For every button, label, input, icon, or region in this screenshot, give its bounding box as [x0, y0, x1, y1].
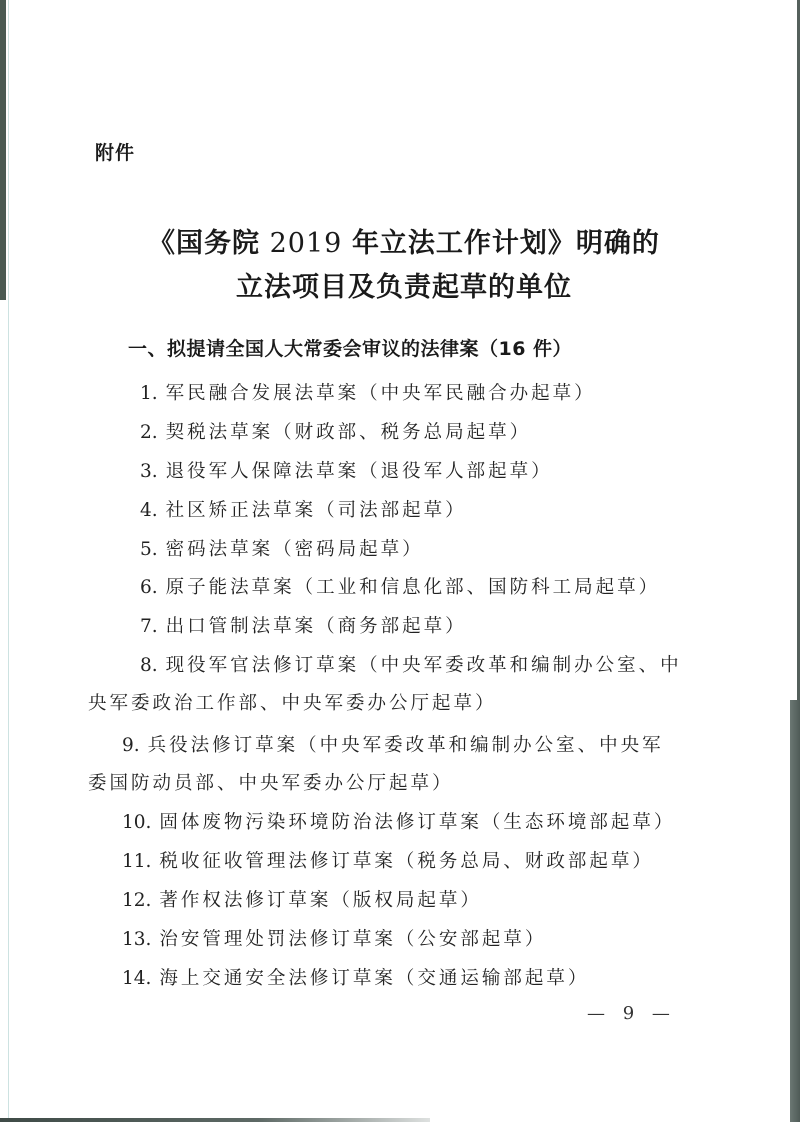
- list-item: [122, 808, 675, 834]
- item-number: 14.: [122, 968, 152, 989]
- list-item: [140, 612, 467, 638]
- item-number: 5.: [140, 539, 158, 560]
- attachment-label: 附件: [95, 142, 136, 164]
- item-number: 12.: [122, 890, 152, 911]
- item-number: 2.: [140, 422, 158, 443]
- scan-border-right-bottom: [790, 700, 800, 1122]
- item-text: 军民融合发展法草案（中央军民融合办起草）: [165, 383, 596, 404]
- item-number: 11.: [122, 851, 152, 872]
- item-text: 海上交通安全法修订草案（交通运输部起草）: [159, 968, 590, 989]
- page-number: — 9 —: [587, 1003, 676, 1024]
- list-item: [140, 496, 467, 522]
- list-item-continuation: 委国防动员部、中央军委办公厅起草）: [88, 773, 454, 794]
- item-text: 固体废物污染环境防治法修订草案（生态环境部起草）: [159, 812, 676, 833]
- item-number: 7.: [140, 616, 158, 637]
- item-text: 原子能法草案（工业和信息化部、国防科工局起草）: [165, 577, 661, 598]
- item-text: 退役军人保障法草案（退役军人部起草）: [165, 461, 553, 482]
- item-number: 6.: [140, 577, 158, 598]
- list-item: [140, 379, 596, 405]
- list-item: [122, 964, 589, 990]
- item-number: 4.: [140, 500, 158, 521]
- item-text: 出口管制法草案（商务部起草）: [165, 616, 467, 637]
- item-text: 兵役法修订草案（中央军委改革和编制办公室、中央军: [147, 735, 664, 756]
- list-item: [140, 457, 553, 483]
- document-title-line-2: 立法项目及负责起草的单位: [236, 272, 572, 303]
- document-title-line-1: [4, 221, 800, 260]
- list-item-continuation: 央军委政治工作部、中央军委办公厅起草）: [88, 693, 497, 714]
- list-item: [122, 925, 546, 951]
- list-item: [140, 651, 682, 677]
- item-text: 税收征收管理法修订草案（税务总局、财政部起草）: [159, 851, 654, 872]
- item-text: 密码法草案（密码局起草）: [165, 539, 424, 560]
- list-item: [122, 886, 482, 912]
- list-item: [140, 418, 531, 444]
- title-year: 2019: [260, 228, 352, 259]
- item-number: 13.: [122, 929, 152, 950]
- item-number: 9.: [122, 735, 140, 756]
- item-number: 8.: [140, 655, 158, 676]
- item-number: 10.: [122, 812, 152, 833]
- item-number: 1.: [140, 383, 158, 404]
- list-item: [140, 535, 424, 561]
- list-item: [122, 847, 654, 873]
- list-item: [122, 731, 664, 757]
- list-item: [140, 573, 660, 599]
- title-suffix: 年立法工作计划》明确的: [351, 228, 660, 259]
- item-number: 3.: [140, 461, 158, 482]
- scan-border-left-line: [8, 0, 9, 1122]
- item-text: 著作权法修订草案（版权局起草）: [159, 890, 482, 911]
- item-text: 契税法草案（财政部、税务总局起草）: [165, 422, 532, 443]
- title-prefix: 《国务院: [148, 228, 261, 259]
- section-heading: 一、拟提请全国人大常委会审议的法律案（16 件）: [128, 338, 573, 360]
- item-text: 治安管理处罚法修订草案（公安部起草）: [159, 929, 547, 950]
- item-text: 社区矫正法草案（司法部起草）: [165, 500, 467, 521]
- item-text: 现役军官法修订草案（中央军委改革和编制办公室、中: [165, 655, 682, 676]
- scan-border-bottom: [0, 1118, 430, 1122]
